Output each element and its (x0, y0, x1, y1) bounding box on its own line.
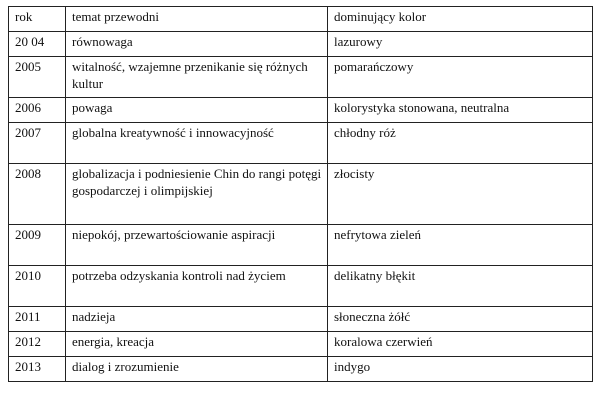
cell-color: delikatny błękit (328, 266, 593, 307)
table-header-row (9, 7, 593, 32)
cell-year: 2010 (9, 266, 66, 307)
cell-theme: globalizacja i podniesienie Chin do rangi potęgi gospodarczej i olimpijskiej (66, 164, 328, 225)
cell-color: lazurowy (328, 32, 593, 57)
cell-theme: nadzieja (66, 307, 328, 332)
cell-theme: potrzeba odzyskania kontroli nad życiem (66, 266, 328, 307)
cell-year: 2011 (9, 307, 66, 332)
table-row (9, 225, 593, 266)
table-row (9, 266, 593, 307)
header-color: dominujący kolor (328, 7, 593, 32)
cell-color: złocisty (328, 164, 593, 225)
table-row (9, 123, 593, 164)
cell-color: kolorystyka stonowana, neutralna (328, 98, 593, 123)
cell-color: indygo (328, 357, 593, 382)
cell-year: 2009 (9, 225, 66, 266)
cell-theme: niepokój, przewartościowanie aspiracji (66, 225, 328, 266)
table-row (9, 164, 593, 225)
cell-color: chłodny róż (328, 123, 593, 164)
table-row (9, 307, 593, 332)
cell-theme: witalność, wzajemne przenikanie się różnych kultur (66, 57, 328, 98)
cell-theme: równowaga (66, 32, 328, 57)
table-row (9, 57, 593, 98)
cell-color: słoneczna żółć (328, 307, 593, 332)
cell-color: nefrytowa zieleń (328, 225, 593, 266)
cell-year: 2006 (9, 98, 66, 123)
cell-year: 2007 (9, 123, 66, 164)
table-row (9, 32, 593, 57)
cell-theme: powaga (66, 98, 328, 123)
cell-color: koralowa czerwień (328, 332, 593, 357)
cell-theme: globalna kreatywność i innowacyjność (66, 123, 328, 164)
cell-theme: dialog i zrozumienie (66, 357, 328, 382)
cell-year: 20 04 (9, 32, 66, 57)
table-row (9, 98, 593, 123)
cell-color: pomarańczowy (328, 57, 593, 98)
header-year: rok (9, 7, 66, 32)
cell-year: 2012 (9, 332, 66, 357)
header-theme: temat przewodni (66, 7, 328, 32)
cell-year: 2008 (9, 164, 66, 225)
table-row (9, 357, 593, 382)
table-row (9, 332, 593, 357)
color-of-year-table (8, 6, 593, 382)
cell-year: 2005 (9, 57, 66, 98)
cell-year: 2013 (9, 357, 66, 382)
cell-theme: energia, kreacja (66, 332, 328, 357)
